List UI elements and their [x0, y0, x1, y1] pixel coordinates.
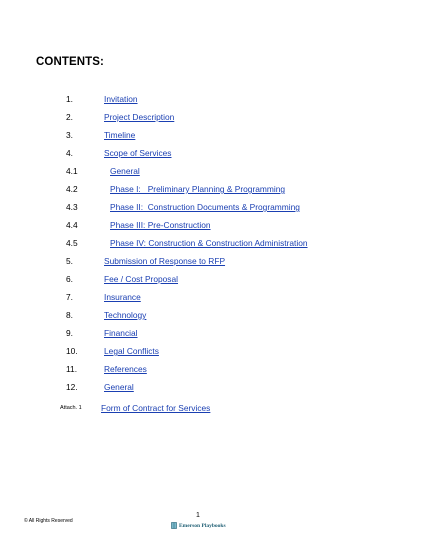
toc-item-4-2: [0, 183, 429, 201]
toc-link-legal-conflicts[interactable]: Legal Conflicts: [104, 346, 159, 356]
toc-number: 9.: [66, 328, 73, 338]
toc-link-phase-1[interactable]: Phase I: Preliminary Planning & Programming: [110, 184, 286, 194]
toc-number: 4.1: [66, 166, 78, 176]
brand-name: Emerson Playbooks: [179, 522, 226, 529]
toc-number: 7.: [66, 292, 73, 302]
toc-number: 5.: [66, 256, 73, 266]
toc-item-1: [0, 93, 429, 111]
toc-number: 4.: [66, 148, 73, 158]
toc-link-phase-2[interactable]: Phase II: Construction Documents & Programming: [110, 202, 300, 212]
toc-link-references[interactable]: References: [104, 364, 147, 374]
toc-link-fee-cost-proposal[interactable]: Fee / Cost Proposal: [104, 274, 179, 284]
toc-number: 10.: [66, 346, 78, 356]
toc-item-8: [0, 309, 429, 327]
toc-number: 3.: [66, 130, 73, 140]
toc-item-6: [0, 273, 429, 291]
toc-link-timeline[interactable]: Timeline: [104, 130, 136, 140]
toc-number: 4.2: [66, 184, 78, 194]
toc-link-phase-3[interactable]: Phase III: Pre-Construction: [110, 220, 211, 230]
page-number: 1: [196, 512, 200, 519]
toc-item-4-5: [0, 237, 429, 255]
copyright-notice: © All Rights Reserved: [24, 518, 73, 524]
toc-item-5: [0, 255, 429, 273]
toc-link-technology[interactable]: Technology: [104, 310, 147, 320]
toc-link-scope-of-services[interactable]: Scope of Services: [104, 148, 172, 158]
toc-number: 4.5: [66, 238, 78, 248]
toc-item-10: [0, 345, 429, 363]
book-icon: [171, 522, 177, 529]
toc-item-4-1: [0, 165, 429, 183]
toc-number: 11.: [66, 364, 78, 374]
attachment-label: Attach. 1: [60, 405, 82, 411]
toc-item-4-4: [0, 219, 429, 237]
toc-item-11: [0, 363, 429, 381]
toc-link-general[interactable]: General: [104, 382, 134, 392]
toc-link-general-scope[interactable]: General: [110, 166, 140, 176]
toc-number: 2.: [66, 112, 73, 122]
toc-item-4: [0, 147, 429, 165]
brand-logo: [171, 522, 226, 529]
toc-link-invitation[interactable]: Invitation: [104, 94, 138, 104]
toc-link-project-description[interactable]: Project Description: [104, 112, 175, 122]
toc-item-3: [0, 129, 429, 147]
toc-number: 8.: [66, 310, 73, 320]
toc-number: 12.: [66, 382, 78, 392]
toc-link-phase-4[interactable]: Phase IV: Construction & Construction Administration: [110, 238, 308, 248]
attachment-link-contract[interactable]: Form of Contract for Services: [101, 403, 211, 413]
toc-link-financial[interactable]: Financial: [104, 328, 138, 338]
toc-item-9: [0, 327, 429, 345]
toc-number: 4.4: [66, 220, 78, 230]
toc-item-2: [0, 111, 429, 129]
toc-number: 6.: [66, 274, 73, 284]
toc-item-7: [0, 291, 429, 309]
table-of-contents: [0, 93, 429, 399]
toc-item-4-3: [0, 201, 429, 219]
toc-number: 4.3: [66, 202, 78, 212]
toc-number: 1.: [66, 94, 73, 104]
toc-link-submission[interactable]: Submission of Response to RFP: [104, 256, 226, 266]
attachment-item: [0, 403, 429, 417]
toc-item-12: [0, 381, 429, 399]
toc-link-insurance[interactable]: Insurance: [104, 292, 141, 302]
contents-heading: CONTENTS:: [36, 56, 104, 68]
